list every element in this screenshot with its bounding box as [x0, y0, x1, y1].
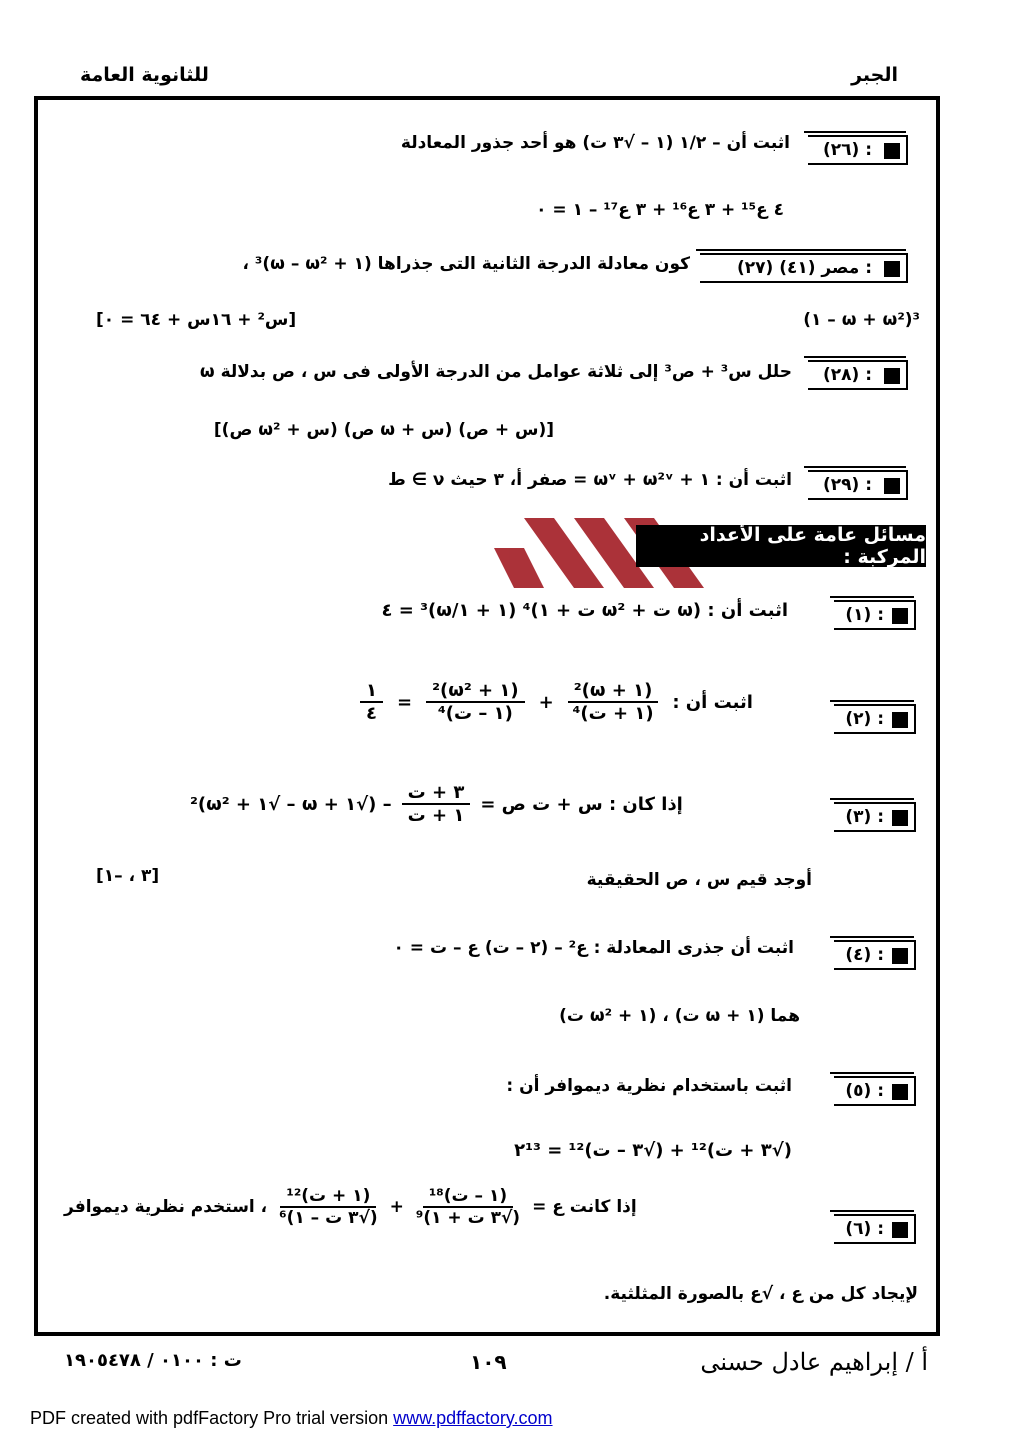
problem-number-5: (٥) :	[834, 1076, 916, 1106]
problem-3-fraction: $\frac{\text{٣ + ت}}{\text{١ + ت}}$	[402, 782, 471, 826]
problem-26-statement: اثبت أن – ١/٢ (١ – √٣ ت) هو أحد جذور المعادلة	[400, 133, 790, 153]
problem-4-statement: اثبت أن جذرى المعادلة : ع² – (٢ – ت) ع – ت = ٠	[393, 938, 794, 958]
footer-author: أ / إبراهيم عادل حسنى	[700, 1348, 928, 1376]
problem-3-question: أوجد قيم س ، ص الحقيقية	[586, 870, 812, 890]
problem-27-answer: [س² + ١٦س + ٦٤ = ٠]	[96, 310, 297, 330]
problem-number-3: (٣) :	[834, 802, 916, 832]
problem-number-1: (١) :	[834, 600, 916, 630]
problem-27-statement: كون معادلة الدرجة الثانية التى جذراها (١ + ω – ω²)³ ،	[242, 254, 690, 274]
problem-4-roots: هما (١ + ω ت) ، (١ + ω² ت)	[559, 1006, 800, 1026]
problem-5-equation: (√٣ + ت)¹² + (√٣ – ت)¹² = ٢¹³	[514, 1140, 792, 1161]
problem-3-statement	[190, 782, 683, 826]
problem-number-6: (٦) :	[834, 1214, 916, 1244]
pdf-note	[30, 1408, 553, 1429]
header-subject: الجبر	[851, 64, 898, 86]
problem-2-statement: اثبت أن : $\frac{\text{(١ + ω)²}}{\text{(١ + ت)⁴}}$ + $\frac{\text{(١ + ω²)²}}{\text{(١ – ت)⁴}}$ = $\frac{١}{٤}$	[360, 680, 753, 724]
problem-2-prefix: اثبت أن :	[672, 691, 753, 713]
problem-3-prefix: إذا كان : س + ت ص =	[480, 793, 683, 815]
problem-27-second-root: (١ – ω + ω²)³	[803, 310, 920, 330]
problem-3-answer: [٣ ، –١]	[96, 866, 160, 886]
footer-page-number: ١٠٩	[470, 1350, 507, 1374]
fraction-3: $\frac{١}{٤}$	[360, 680, 383, 724]
problem-number-4: (٤) :	[834, 940, 916, 970]
problem-6-fraction-1: $\frac{\text{(١ – ت)¹⁸}}{\text{(√٣ ت + ١)⁹}}$	[415, 1186, 521, 1228]
problem-6-fraction-2: $\frac{\text{(١ + ت)¹²}}{\text{(√٣ ت – ١)⁶}}$	[279, 1186, 378, 1228]
problem-29-statement: اثبت أن : ١ + ωᵛ + ω²ᵛ = صفر أ، ٣ حيث ν ∋ ط	[388, 470, 792, 490]
problem-number-26: (٢٦) :	[808, 135, 908, 165]
problem-number-27: (٢٧) مصر (٤١) :	[700, 253, 908, 283]
problem-number-29: (٢٩) :	[808, 470, 908, 500]
header-grade: للثانوية العامة	[80, 64, 209, 86]
problem-number-2: (٢) :	[834, 704, 916, 734]
fraction-2: $\frac{\text{(١ + ω²)²}}{\text{(١ – ت)⁴}}$	[426, 680, 525, 724]
fraction-1: $\frac{\text{(١ + ω)²}}{\text{(١ + ت)⁴}}$	[568, 680, 659, 724]
problem-26-equation: ٤ ع¹⁵ + ٣ ع¹⁶ + ٣ ع¹⁷ – ١ = ٠	[536, 200, 784, 220]
footer-phone: ت : ٠١٠٠ / ١٩٠٥٤٧٨	[64, 1350, 242, 1371]
problem-number-28: (٢٨) :	[808, 360, 908, 390]
problem-5-statement: اثبت باستخدام نظرية ديموافر أن :	[506, 1076, 792, 1096]
problem-6-prefix: إذا كانت ع =	[532, 1197, 637, 1217]
problem-3-tail: – (√١ + ω – √١ + ω²)²	[190, 793, 392, 815]
problem-6-tail: ، استخدم نظرية ديموافر	[64, 1197, 268, 1217]
pdf-note-text: PDF created with pdfFactory Pro trial version	[30, 1408, 394, 1428]
problem-1-statement: اثبت أن : (ω ت + ω² ت + ١)⁴ (١ + ١/ω)³ = ٤	[381, 600, 788, 621]
section-title: مسائل عامة على الأعداد المركبة :	[636, 525, 926, 567]
problem-6-question: لإيجاد كل من ع ، √ع بالصورة المثلثية.	[603, 1284, 918, 1304]
problem-6-statement: إذا كانت ع = $\frac{\text{(١ – ت)¹⁸}}{\text{(√٣ ت + ١)⁹}}$ + $\frac{\text{(١ + ت)¹²}}{\text{(√٣ ت – ١)⁶}}$ ، استخدم نظرية ديموافر	[64, 1186, 637, 1228]
pdf-note-link[interactable]: www.pdffactory.com	[393, 1408, 553, 1428]
problem-28-answer: [(س + ص) (س + ω ص) (س + ω² ص)]	[213, 420, 554, 440]
problem-28-statement: حلل س³ + ص³ إلى ثلاثة عوامل من الدرجة الأولى فى س ، ص بدلالة ω	[199, 362, 792, 382]
